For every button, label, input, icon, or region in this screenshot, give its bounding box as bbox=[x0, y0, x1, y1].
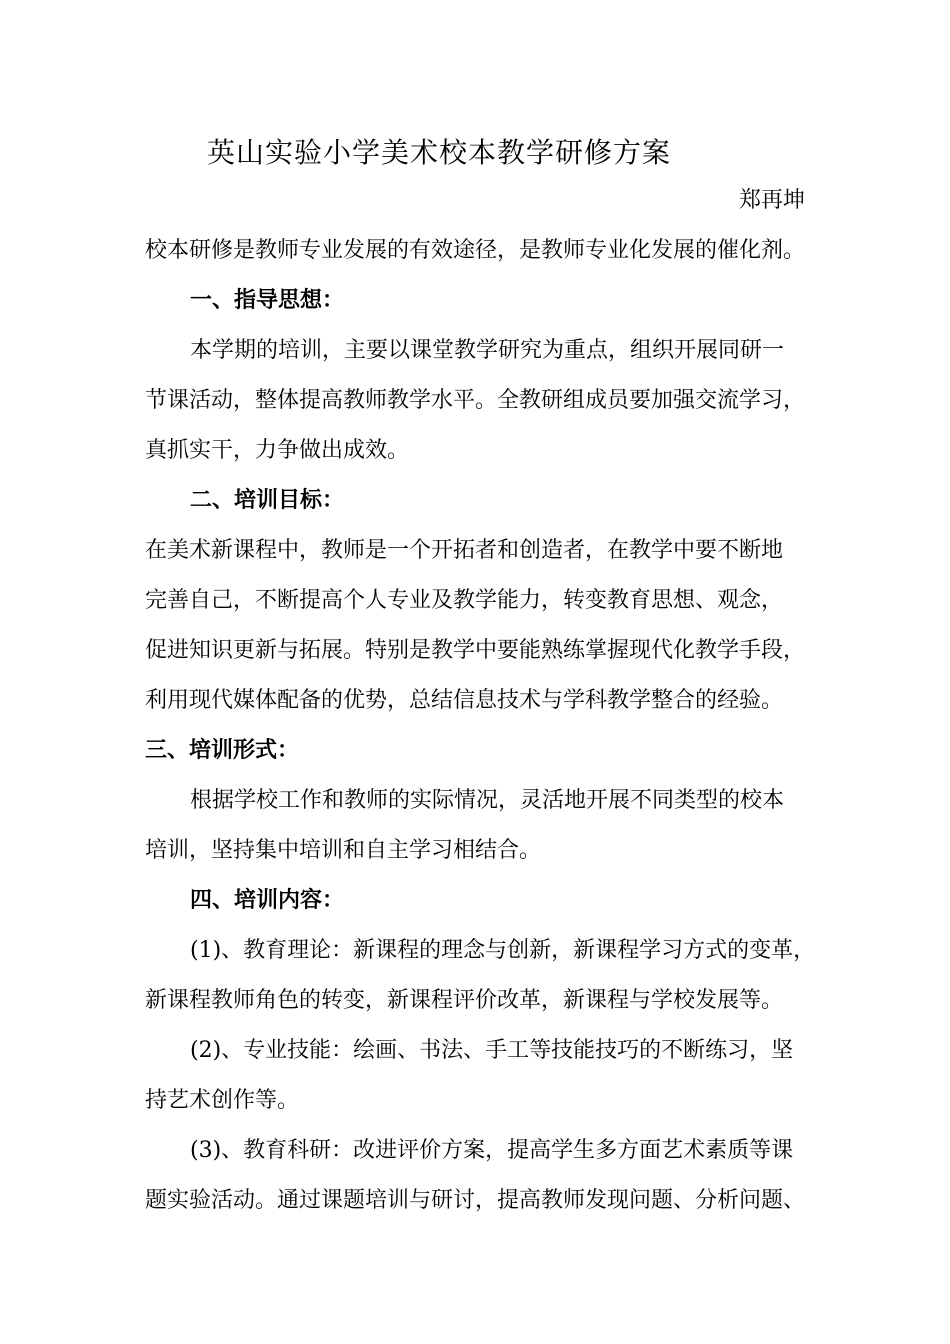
paragraph-line: 节课活动，整体提高教师教学水平。全教研组成员要加强交流学习， bbox=[145, 388, 806, 413]
document-title: 英山实验小学美术校本教学研修方案 bbox=[207, 136, 672, 169]
paragraph-line: 题实验活动。通过课题培训与研讨，提高教师发现问题、分析问题、 bbox=[145, 1188, 806, 1213]
paragraph-line: 真抓实干，力争做出成效。 bbox=[145, 438, 410, 463]
section-heading-guiding: 一、指导思想： bbox=[190, 288, 345, 313]
paragraph-line: 在美术新课程中，教师是一个开拓者和创造者，在教学中要不断地 bbox=[145, 538, 784, 563]
paragraph-line: 新课程教师角色的转变，新课程评价改革，新课程与学校发展等。 bbox=[145, 988, 784, 1013]
paragraph-line: 完善自己，不断提高个人专业及教学能力，转变教育思想、观念， bbox=[145, 588, 784, 613]
paragraph-line: 利用现代媒体配备的优势，总结信息技术与学科教学整合的经验。 bbox=[145, 688, 784, 713]
paragraph-line: (1)、教育理论：新课程的理念与创新，新课程学习方式的变革， bbox=[190, 938, 816, 963]
intro-paragraph: 校本研修是教师专业发展的有效途径，是教师专业化发展的催化剂。 bbox=[145, 238, 806, 263]
paragraph-line: 持艺术创作等。 bbox=[145, 1088, 300, 1113]
paragraph-line: 根据学校工作和教师的实际情况，灵活地开展不同类型的校本 bbox=[190, 788, 785, 813]
paragraph-line: (3)、教育科研：改进评价方案，提高学生多方面艺术素质等课 bbox=[190, 1138, 794, 1163]
paragraph-line: 促进知识更新与拓展。特别是教学中要能熟练掌握现代化教学手段， bbox=[145, 638, 806, 663]
paragraph-line: 本学期的培训，主要以课堂教学研究为重点，组织开展同研一 bbox=[190, 338, 785, 363]
author-name: 郑再坤 bbox=[738, 188, 805, 213]
section-heading-content: 四、培训内容： bbox=[190, 888, 345, 913]
section-heading-goals: 二、培训目标： bbox=[190, 488, 345, 513]
section-heading-forms: 三、培训形式： bbox=[145, 738, 300, 763]
paragraph-line: 培训，坚持集中培训和自主学习相结合。 bbox=[145, 838, 542, 863]
paragraph-line: (2)、专业技能：绘画、书法、手工等技能技巧的不断练习，坚 bbox=[190, 1038, 794, 1063]
